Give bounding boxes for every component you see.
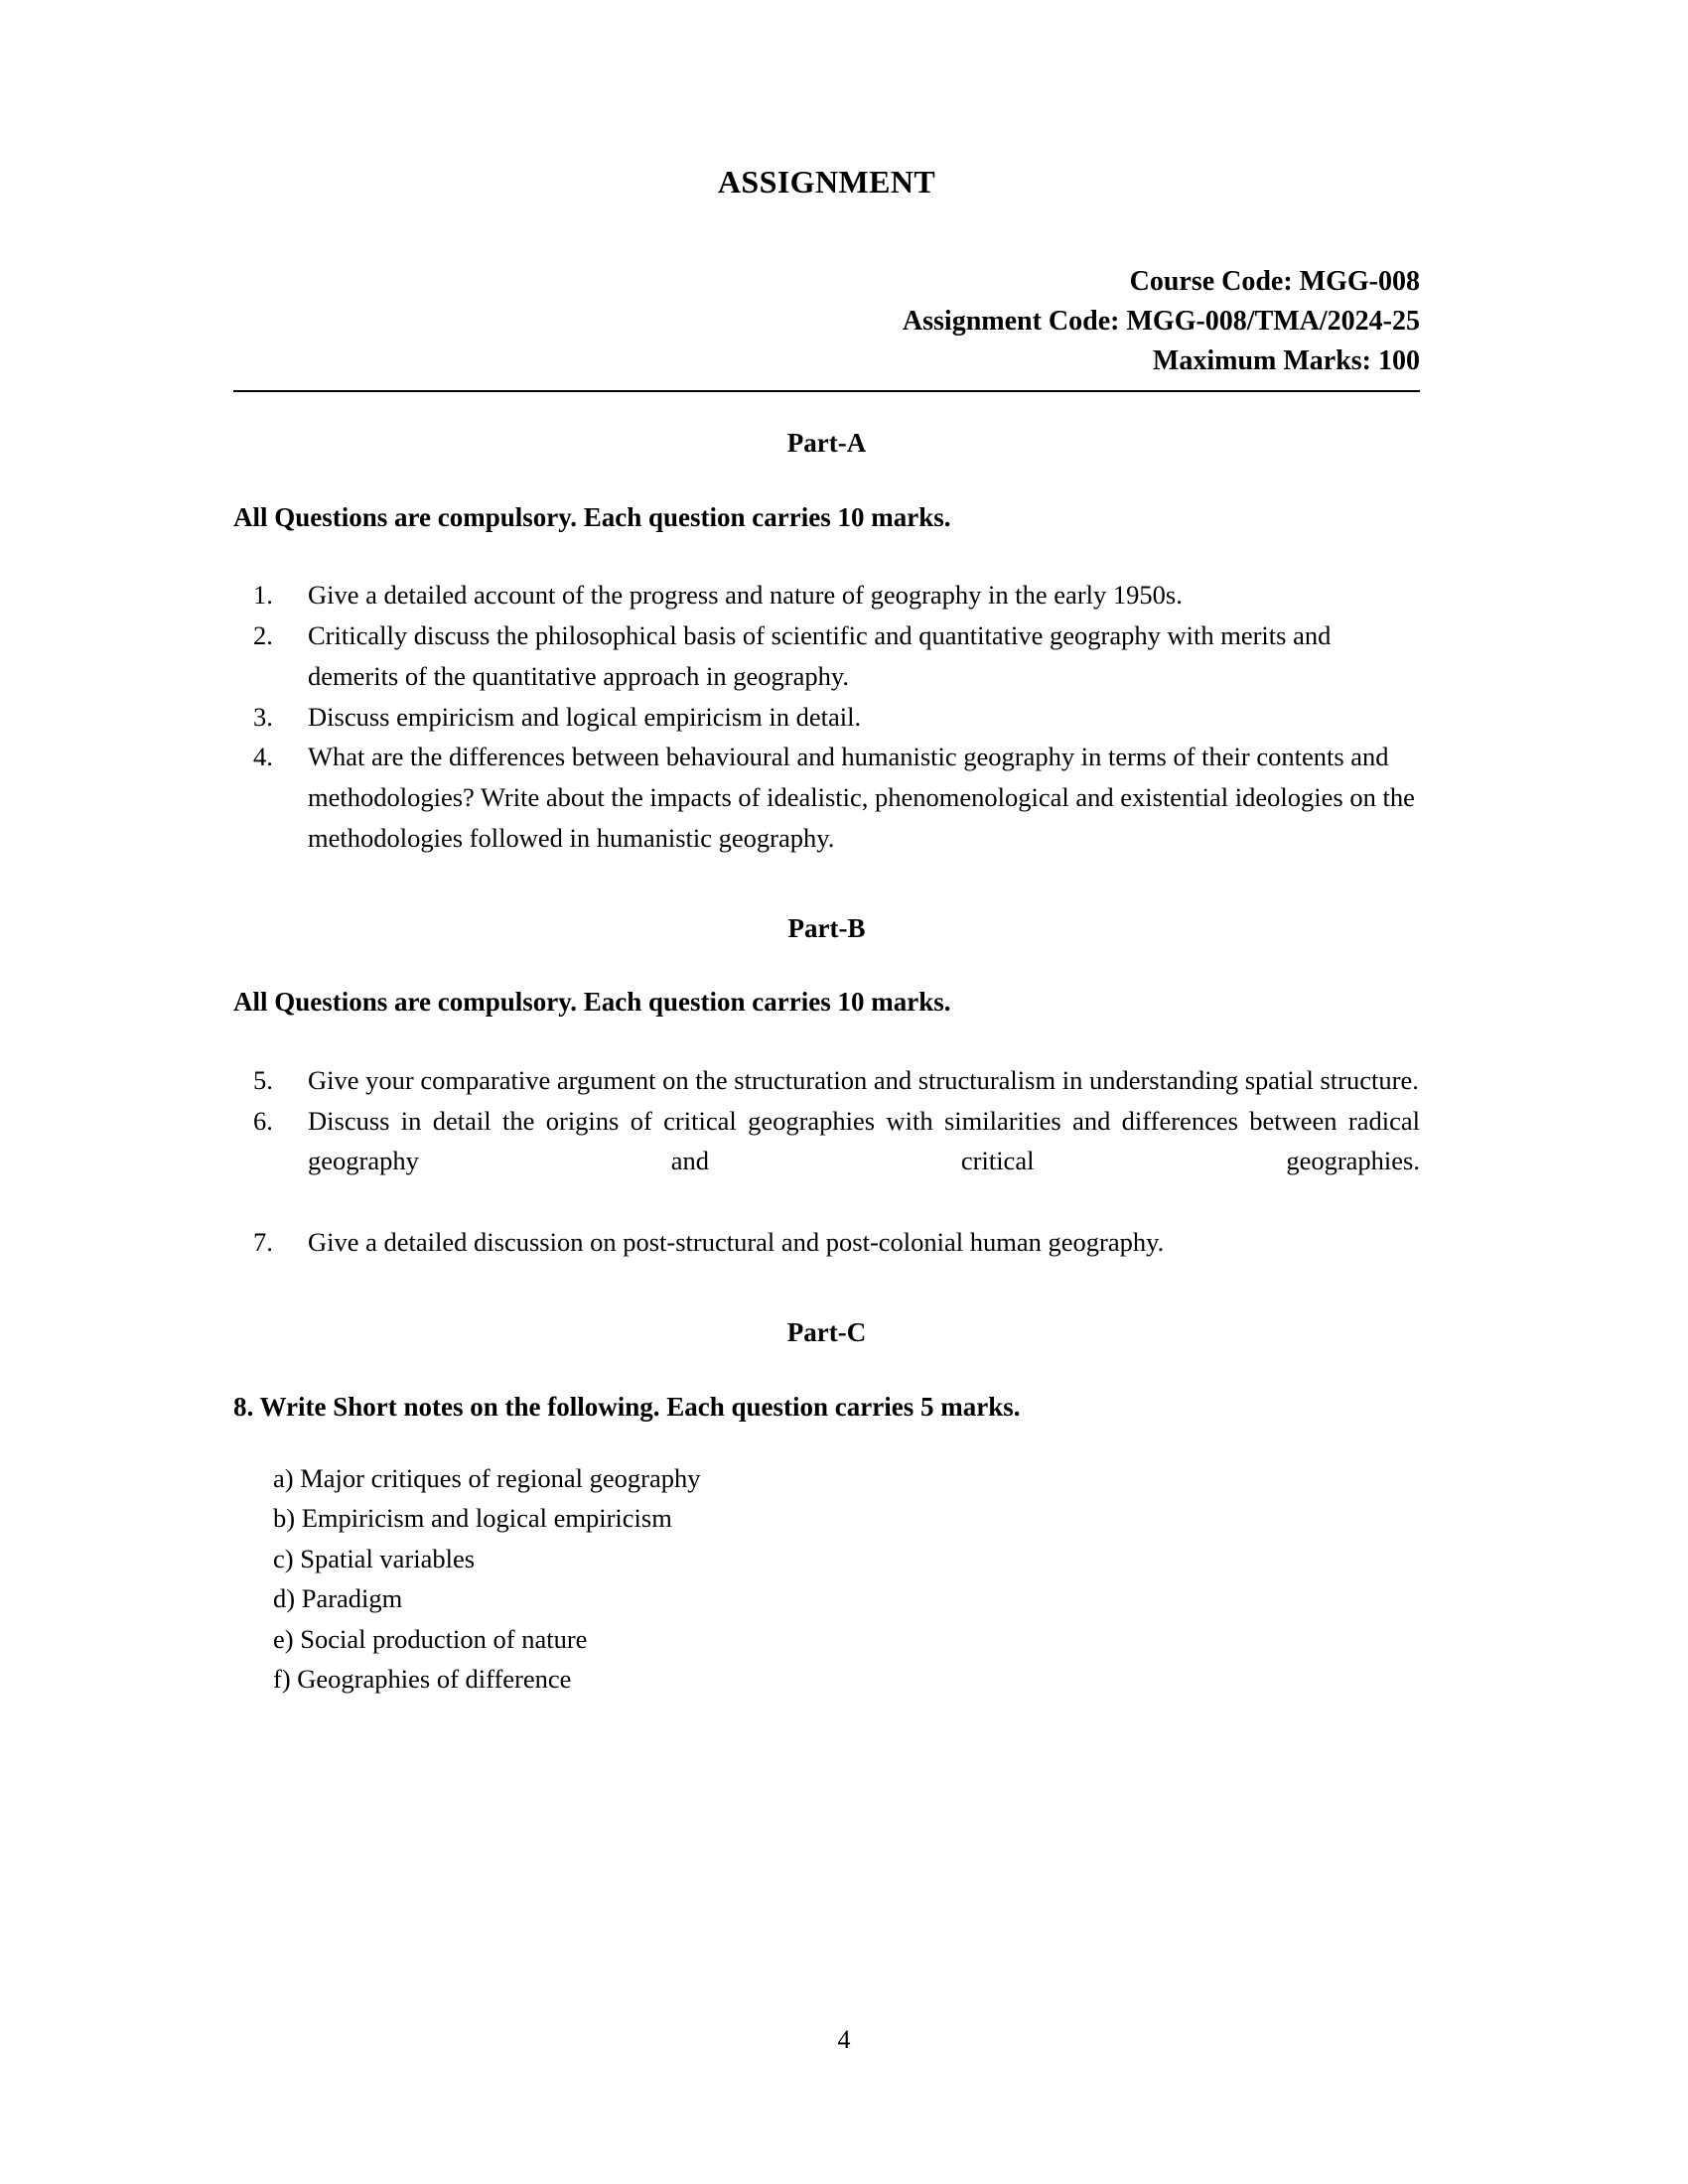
list-item [233,1101,1420,1222]
part-a-heading: Part-A [786,428,867,459]
list-item [233,575,1420,615]
question-text: Give a detailed discussion on post-structural and post-colonial human geography. [308,1227,1165,1258]
question-number: 7. [253,1227,273,1258]
assignment-code: Assignment Code: MGG-008/TMA/2024-25 [902,305,1420,337]
list-item: a) Major critiques of regional geography [273,1462,701,1493]
course-code: Course Code: MGG-008 [1129,266,1420,297]
question-number: 3. [253,701,273,732]
page-number: 4 [837,2025,851,2054]
part-b-heading: Part-B [787,912,866,943]
list-item [233,737,1420,858]
question-text: Critically discuss the philosophical basis of scientific and quantitative geography with merits and demerits of the quantitative approach in geography. [308,620,1332,691]
question-text: Discuss in detail the origins of critical geographies with similarities and differences between radical geography and critical geographies. [308,1105,1420,1176]
question-text: Discuss empiricism and logical empiricism in detail. [308,701,862,732]
part-c-instruction: 8. Write Short notes on the following. Each question carries 5 marks. [233,1391,1021,1422]
part-a-instruction: All Questions are compulsory. Each question carries 10 marks. [233,502,951,533]
maximum-marks: Maximum Marks: 100 [1152,344,1420,376]
part-a-question-list [233,575,1420,859]
list-item [233,1060,1420,1101]
part-b-question-list [233,1060,1420,1263]
part-c-subquestion-list [233,1458,1420,1700]
question-text: Give a detailed account of the progress and nature of geography in the early 1950s. [308,580,1183,611]
header-meta-block [233,262,1420,380]
list-item: b) Empiricism and logical empiricism [273,1503,672,1534]
question-number: 2. [253,620,273,651]
list-item [233,697,1420,738]
question-text: What are the differences between behavioural and humanistic geography in terms of their contents and methodologies? Write about the impacts of idealistic, phenomenological and existential ideologies on the methodologies followed in humanistic geography. [308,742,1415,854]
list-item: f) Geographies of difference [273,1664,572,1695]
document-content [233,0,1420,1700]
part-c-heading: Part-C [786,1316,867,1347]
page-title: ASSIGNMENT [717,164,936,200]
question-number: 4. [253,742,273,772]
list-item [233,1222,1420,1263]
question-number: 6. [253,1105,273,1136]
question-number: 1. [253,580,273,611]
list-item: c) Spatial variables [273,1543,476,1573]
question-number: 5. [253,1064,273,1095]
list-item: d) Paradigm [273,1583,403,1614]
question-text: Give your comparative argument on the structuration and structuralism in understanding spatial structure. [308,1064,1419,1095]
list-item: e) Social production of nature [273,1623,588,1654]
header-divider [233,390,1420,392]
list-item [233,615,1420,697]
part-b-instruction: All Questions are compulsory. Each question carries 10 marks. [233,986,951,1017]
